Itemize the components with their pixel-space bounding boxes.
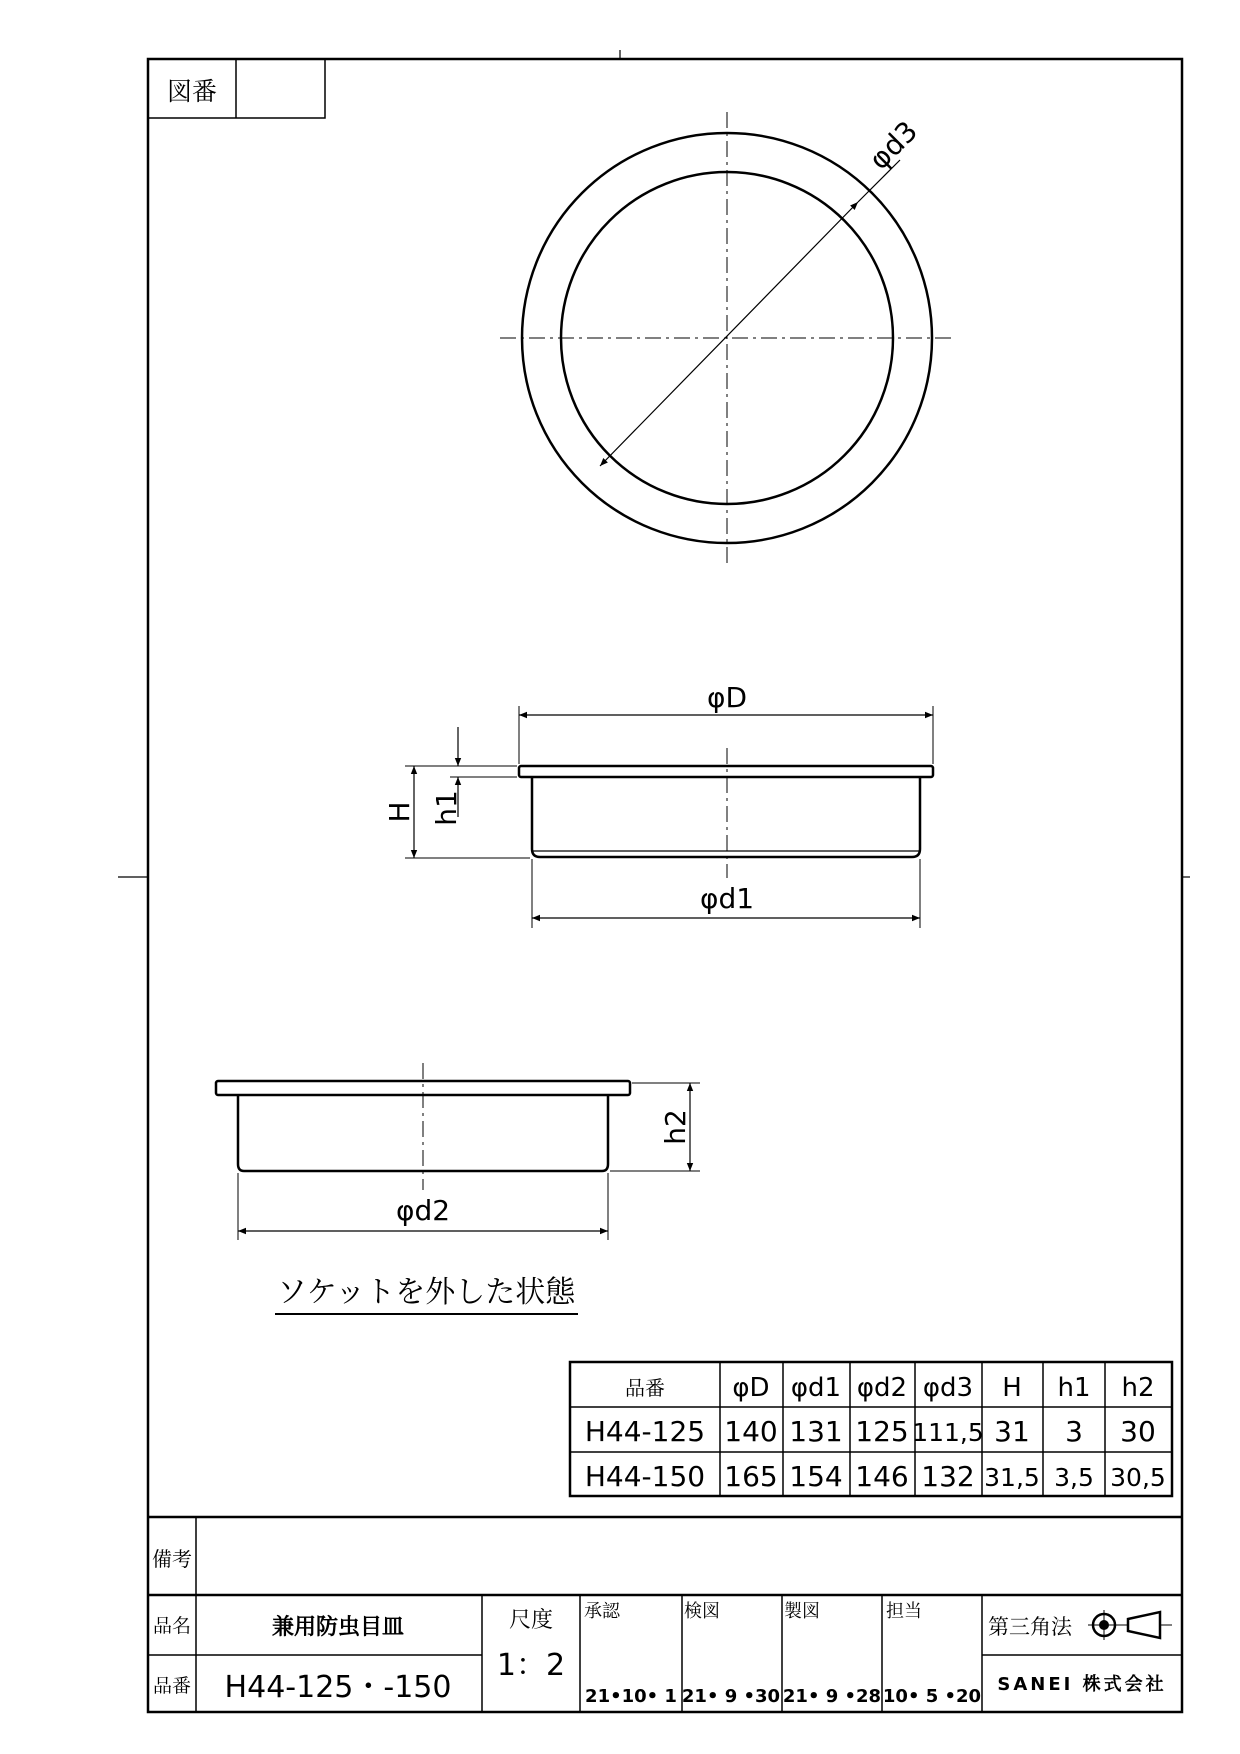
d1-dimension-label: φd1 <box>699 882 755 915</box>
D-dimension-label: φD <box>706 681 748 714</box>
d2-dimension-label: φd2 <box>395 1194 451 1227</box>
approval-date-1: 21•10• 1 <box>585 1686 677 1707</box>
spec-row1-h1: 3 <box>1065 1415 1083 1448</box>
d3-dimension-line <box>600 202 858 466</box>
spec-row2-h2: 30,5 <box>1110 1463 1166 1492</box>
h2-dimension-label: h2 <box>659 1109 692 1145</box>
part-number: H44-125・-150 <box>224 1670 452 1705</box>
remarks-label: 備考 <box>152 1547 192 1571</box>
spec-row2-part-number: H44-150 <box>584 1460 706 1493</box>
product-name: 兼用防虫目皿 <box>271 1615 405 1640</box>
spec-row1-d1: 131 <box>789 1415 843 1448</box>
part-number-label: 品番 <box>152 1675 192 1697</box>
approval-role-3: 製図 <box>784 1601 820 1622</box>
scale-value: 1：2 <box>496 1648 566 1683</box>
scale-label: 尺度 <box>508 1608 554 1633</box>
body-outline <box>532 777 920 857</box>
spec-row1-H: 31 <box>994 1415 1030 1448</box>
spec-row2-D: 165 <box>724 1460 778 1493</box>
approval-role-2: 検図 <box>684 1601 720 1622</box>
projection-method-label: 第三角法 <box>988 1615 1072 1639</box>
spec-row2-d3: 132 <box>921 1460 975 1493</box>
approval-date-4: 10• 5 •20 <box>882 1686 982 1707</box>
spec-row1-d3: 111,5 <box>912 1418 984 1447</box>
spec-table <box>570 1362 1172 1496</box>
spec-header-H: H <box>1002 1373 1022 1403</box>
spec-row2-d1: 154 <box>789 1460 843 1493</box>
title-block <box>148 1517 1182 1712</box>
approval-date-3: 21• 9 •28 <box>782 1686 882 1707</box>
flange-outline <box>519 766 933 777</box>
spec-header-d3: φd3 <box>922 1373 974 1403</box>
front-view <box>383 681 933 928</box>
H-dimension-label: H <box>383 801 416 823</box>
spec-header-h2: h2 <box>1121 1373 1155 1403</box>
approval-role-1: 承認 <box>584 1601 620 1622</box>
top-view <box>500 112 952 565</box>
spec-row2-H: 31,5 <box>984 1463 1040 1492</box>
socket-removed-view <box>216 1063 700 1314</box>
product-name-label: 品名 <box>152 1615 192 1637</box>
approval-role-4: 担当 <box>886 1601 922 1622</box>
third-angle-projection-symbol <box>1088 1610 1172 1640</box>
spec-header-D: φD <box>732 1373 770 1403</box>
drawing-number-box <box>148 59 325 118</box>
spec-header-d1: φd1 <box>790 1373 842 1403</box>
drawing-number-label: 図番 <box>166 77 218 106</box>
d3-dimension-label: φd3 <box>862 114 925 177</box>
spec-row1-h2: 30 <box>1120 1415 1156 1448</box>
spec-row1-d2: 125 <box>855 1415 909 1448</box>
spec-header-d2: φd2 <box>856 1373 908 1403</box>
spec-header-part-number: 品番 <box>625 1376 665 1400</box>
spec-row1-part-number: H44-125 <box>584 1415 706 1448</box>
spec-row1-D: 140 <box>724 1415 778 1448</box>
socket-removed-caption: ソケットを外した状態 <box>277 1275 576 1310</box>
h1-dimension-label: h1 <box>430 790 463 826</box>
company-name: SANEI 株式会社 <box>997 1674 1167 1695</box>
approval-date-2: 21• 9 •30 <box>681 1686 781 1707</box>
spec-row2-h1: 3,5 <box>1054 1463 1094 1492</box>
spec-header-h1: h1 <box>1057 1373 1091 1403</box>
spec-row2-d2: 146 <box>855 1460 909 1493</box>
